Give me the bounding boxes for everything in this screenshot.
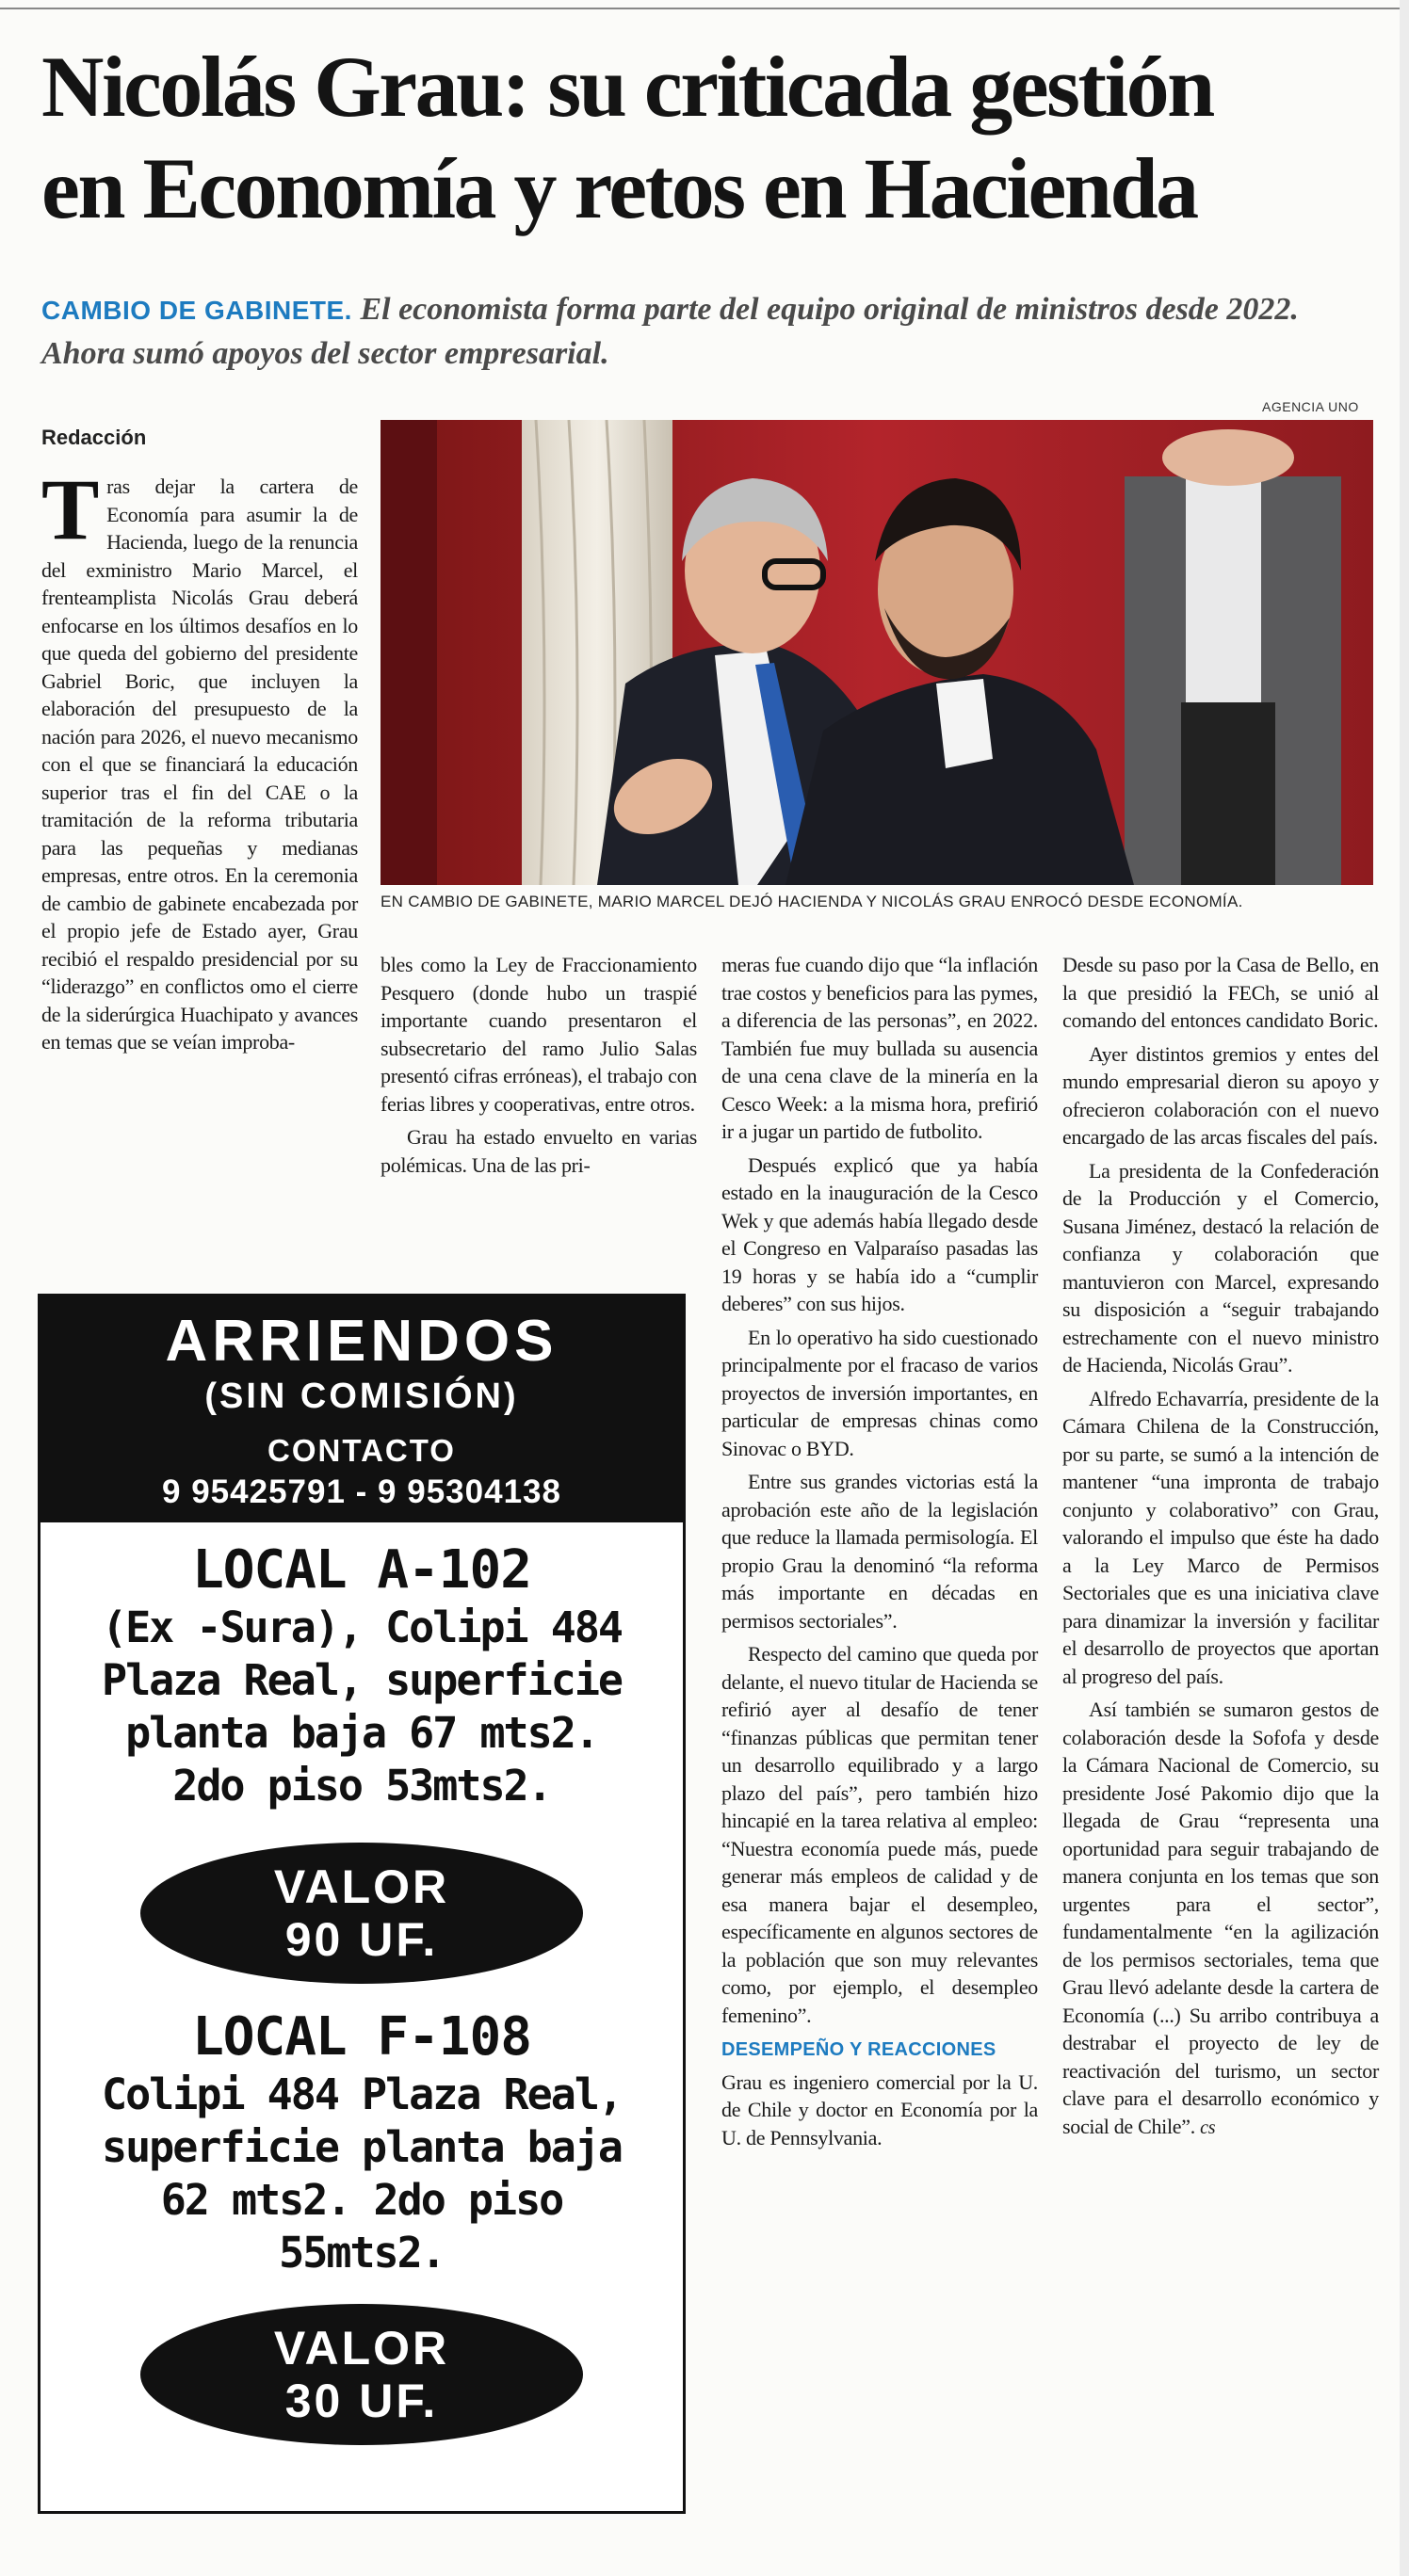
col2-paragraph-2: Grau ha estado envuelto en varias polémicas. Una de las pri- xyxy=(381,1125,697,1177)
ad-local-2-line-1: Colipi 484 Plaza Real, xyxy=(101,2069,623,2119)
ad-local-2-line-2: superficie planta baja xyxy=(101,2122,623,2172)
ad-local-1-line-1: (Ex -Sura), Colipi 484 xyxy=(101,1602,623,1652)
col4-paragraph-2: Ayer distintos gremios y entes del mundo empresarial dieron su apoyo y ofrecieron colaboración con el nuevo encargado de las arcas fiscales del país. xyxy=(1062,1041,1379,1149)
col3-paragraph-5: Respecto del camino que queda por delante, el nuevo titular de Hacienda se refirió ayer al desafío de tener “finanzas públicas que permitan tener un desarrollo equilibrado y a largo plazo del país”, pero también hizo hincapié en la tarea relativa al empleo: “Nuestra economía puede más, puede generar más empleos de calidad y de esa manera bajar el desempleo, específicamente en algunos sectores de la población que son muy relevantes como, por ejemplo, el desempleo femenino”. xyxy=(721,1642,1038,2027)
article-column-4 xyxy=(1062,951,1379,2148)
subheadline xyxy=(41,288,1360,376)
col3-paragraph-2: Después explicó que ya había estado en la inauguración de la Cesco Wek y que además había llegado desde el Congreso en Valparaíso pasadas las 19 horas y se había ido a “cumplir deberes” con sus hijos. xyxy=(721,1152,1038,1315)
headline xyxy=(41,36,1379,239)
ad-local-1-line-2: Plaza Real, superficie xyxy=(101,1655,623,1705)
ad-phones: 9 95425791 - 9 95304138 xyxy=(162,1473,561,1510)
col2-paragraph-1: bles como la Ley de Fraccionamiento Pesquero (donde hubo un traspié importante cuando presentaron el subsecretario del ramo Julio Salas presentó cifras erróneas), el trabajo con ferias libres y cooperativas, entre otros. xyxy=(381,953,697,1116)
col3-paragraph-3: En lo operativo ha sido cuestionado principalmente por el fracaso de varios proyectos de inversión importantes, en particular de empresas chinas como Sinovac o BYD. xyxy=(721,1325,1038,1460)
ad-price-2-badge xyxy=(140,2304,583,2445)
news-photo xyxy=(381,420,1373,885)
col4-paragraph-5 xyxy=(1062,1696,1379,2142)
ad-body xyxy=(40,1539,683,2445)
photo-caption: EN CAMBIO DE GABINETE, MARIO MARCEL DEJÓ HACIENDA Y NICOLÁS GRAU ENROCÓ DESDE ECONOMÍA. xyxy=(381,893,1243,910)
headline-line-2: en Economía y retos en Hacienda xyxy=(41,140,1197,236)
article-column-1 xyxy=(41,461,358,1062)
col1-paragraph-1: ras dejar la cartera de Economía para asumir la de Hacienda, luego de la renuncia del exministro Mario Marcel, el frenteamplista Nicolás Grau deberá enfocarse en los últimos desafíos en lo que queda del gobierno del presidente Gabriel Boric, que incluyen la elaboración del presupuesto de la nación para 2026, el nuevo mecanismo con el que se financiará la educación superior tras el fin del CAE o la tramitación de la reforma tributaria para las pequeñas y medianas empresas, entre otros. En la ceremonia de cambio de gabinete encabezada por el propio jefe de Estado ayer, Grau recibió el respaldo presidencial por su “liderazgo” en conflictos omo el cierre de la siderúrgica Huachipato y avances en temas que se veían improba- xyxy=(41,475,358,1054)
ad-local-2-name: LOCAL F-108 xyxy=(192,2006,531,2068)
ad-price-2-value: 30 UF. xyxy=(284,2375,439,2427)
ad-price-1-label: VALOR xyxy=(273,1860,450,1913)
col4-paragraph-3: La presidenta de la Confederación de la Producción y el Comercio, Susana Jiménez, destacó la relación de confianza y colaboración que mantuvieron con Marcel, expresando su disposición a “seguir trabajando estrechamente con el nuevo ministro de Hacienda, Nicolás Grau”. xyxy=(1062,1158,1379,1377)
ad-local-1-line-4: 2do piso 53mts2. xyxy=(172,1761,551,1811)
col3-paragraph-1: meras fue cuando dijo que “la inflación trae costos y beneficios para las pymes, a diferencia de las personas”, en 2022. También fue muy bullada su ausencia de una cena clave de la minería en la Cesco Week: a la misma hora, prefirió ir a jugar un partido de futbolito. xyxy=(721,953,1038,1143)
section-subhead: DESEMPEÑO Y REACCIONES xyxy=(721,2039,996,2060)
dek-text: El economista forma parte del equipo original de ministros desde 2022. Ahora sumó apoyos del sector empresarial. xyxy=(41,292,1299,371)
col4-paragraph-4: Alfredo Echavarría, presidente de la Cámara Chilena de la Construcción, por su parte, se sumó a la intención de mantener “una impronta de trabajo conjunto y colaborativo” con Grau, valorando el impulso que éste ha dado a la Ley Marco de Permisos Sectoriales que es una iniciativa clave para dinamizar la inversión y facilitar el desarrollo de proyectos que aportan al progreso del país. xyxy=(1062,1386,1379,1688)
rental-advertisement xyxy=(38,1294,686,2514)
col3-paragraph-6: Grau es ingeniero comercial por la U. de Chile y doctor en Economía por la U. de Pennsylvania. xyxy=(721,2069,1038,2149)
page-edge xyxy=(1400,0,1409,2576)
col4-paragraph-1: Desde su paso por la Casa de Bello, en la que presidió la FECh, se unió al comando del entonces candidato Boric. xyxy=(1062,953,1379,1032)
col3-paragraph-4: Entre sus grandes victorias está la aprobación este año de la legislación que reduce la llamada permisología. El propio Grau la denominó “la reforma más importante en décadas en permisos sectoriales”. xyxy=(721,1470,1038,1633)
ad-subtitle: (SIN COMISIÓN) xyxy=(204,1377,519,1416)
ad-price-2-label: VALOR xyxy=(273,2322,450,2375)
dek-kicker: CAMBIO DE GABINETE. xyxy=(41,296,352,325)
headline-line-1: Nicolás Grau: su criticada gestión xyxy=(41,39,1213,135)
ad-local-1-line-3: planta baja 67 mts2. xyxy=(125,1708,598,1758)
ad-contact-label: CONTACTO xyxy=(267,1433,456,1468)
byline: Redacción xyxy=(41,426,147,449)
photo-illustration xyxy=(381,420,1373,885)
ad-header xyxy=(40,1296,683,1522)
photo-credit: AGENCIA UNO xyxy=(1262,399,1359,414)
col4-paragraph-5-text: Así también se sumaron gestos de colaboración desde la Sofofa y desde la Cámara Nacional de Comercio, su presidente José Pakomio dijo que la llegada de Grau “representa una oportunidad para seguir trabajando de manera conjunta en los temas que son urgentes para el sector”, fundamentalmente “en la agilización de los permisos sectoriales, tema que Grau llevó adelante desde la cartera de Economía (...) Su arribo contribuya a destrabar el proyecto de ley de reactivación del turismo, un sector clave para el desarrollo económico y social de Chile”. xyxy=(1062,1698,1379,2138)
end-mark: cs xyxy=(1200,2117,1216,2138)
ad-title: ARRIENDOS xyxy=(165,1309,559,1374)
article-column-2 xyxy=(381,951,697,1184)
drop-cap: T xyxy=(41,461,100,557)
ad-price-1-value: 90 UF. xyxy=(284,1913,439,1966)
ad-local-2-line-3: 62 mts2. 2do piso xyxy=(160,2175,563,2225)
top-rule xyxy=(0,8,1409,9)
ad-price-1-badge xyxy=(140,1843,583,1984)
ad-local-2-line-4: 55mts2. xyxy=(279,2228,445,2278)
ad-local-1-name: LOCAL A-102 xyxy=(192,1539,531,1601)
article-column-3 xyxy=(721,951,1038,2157)
